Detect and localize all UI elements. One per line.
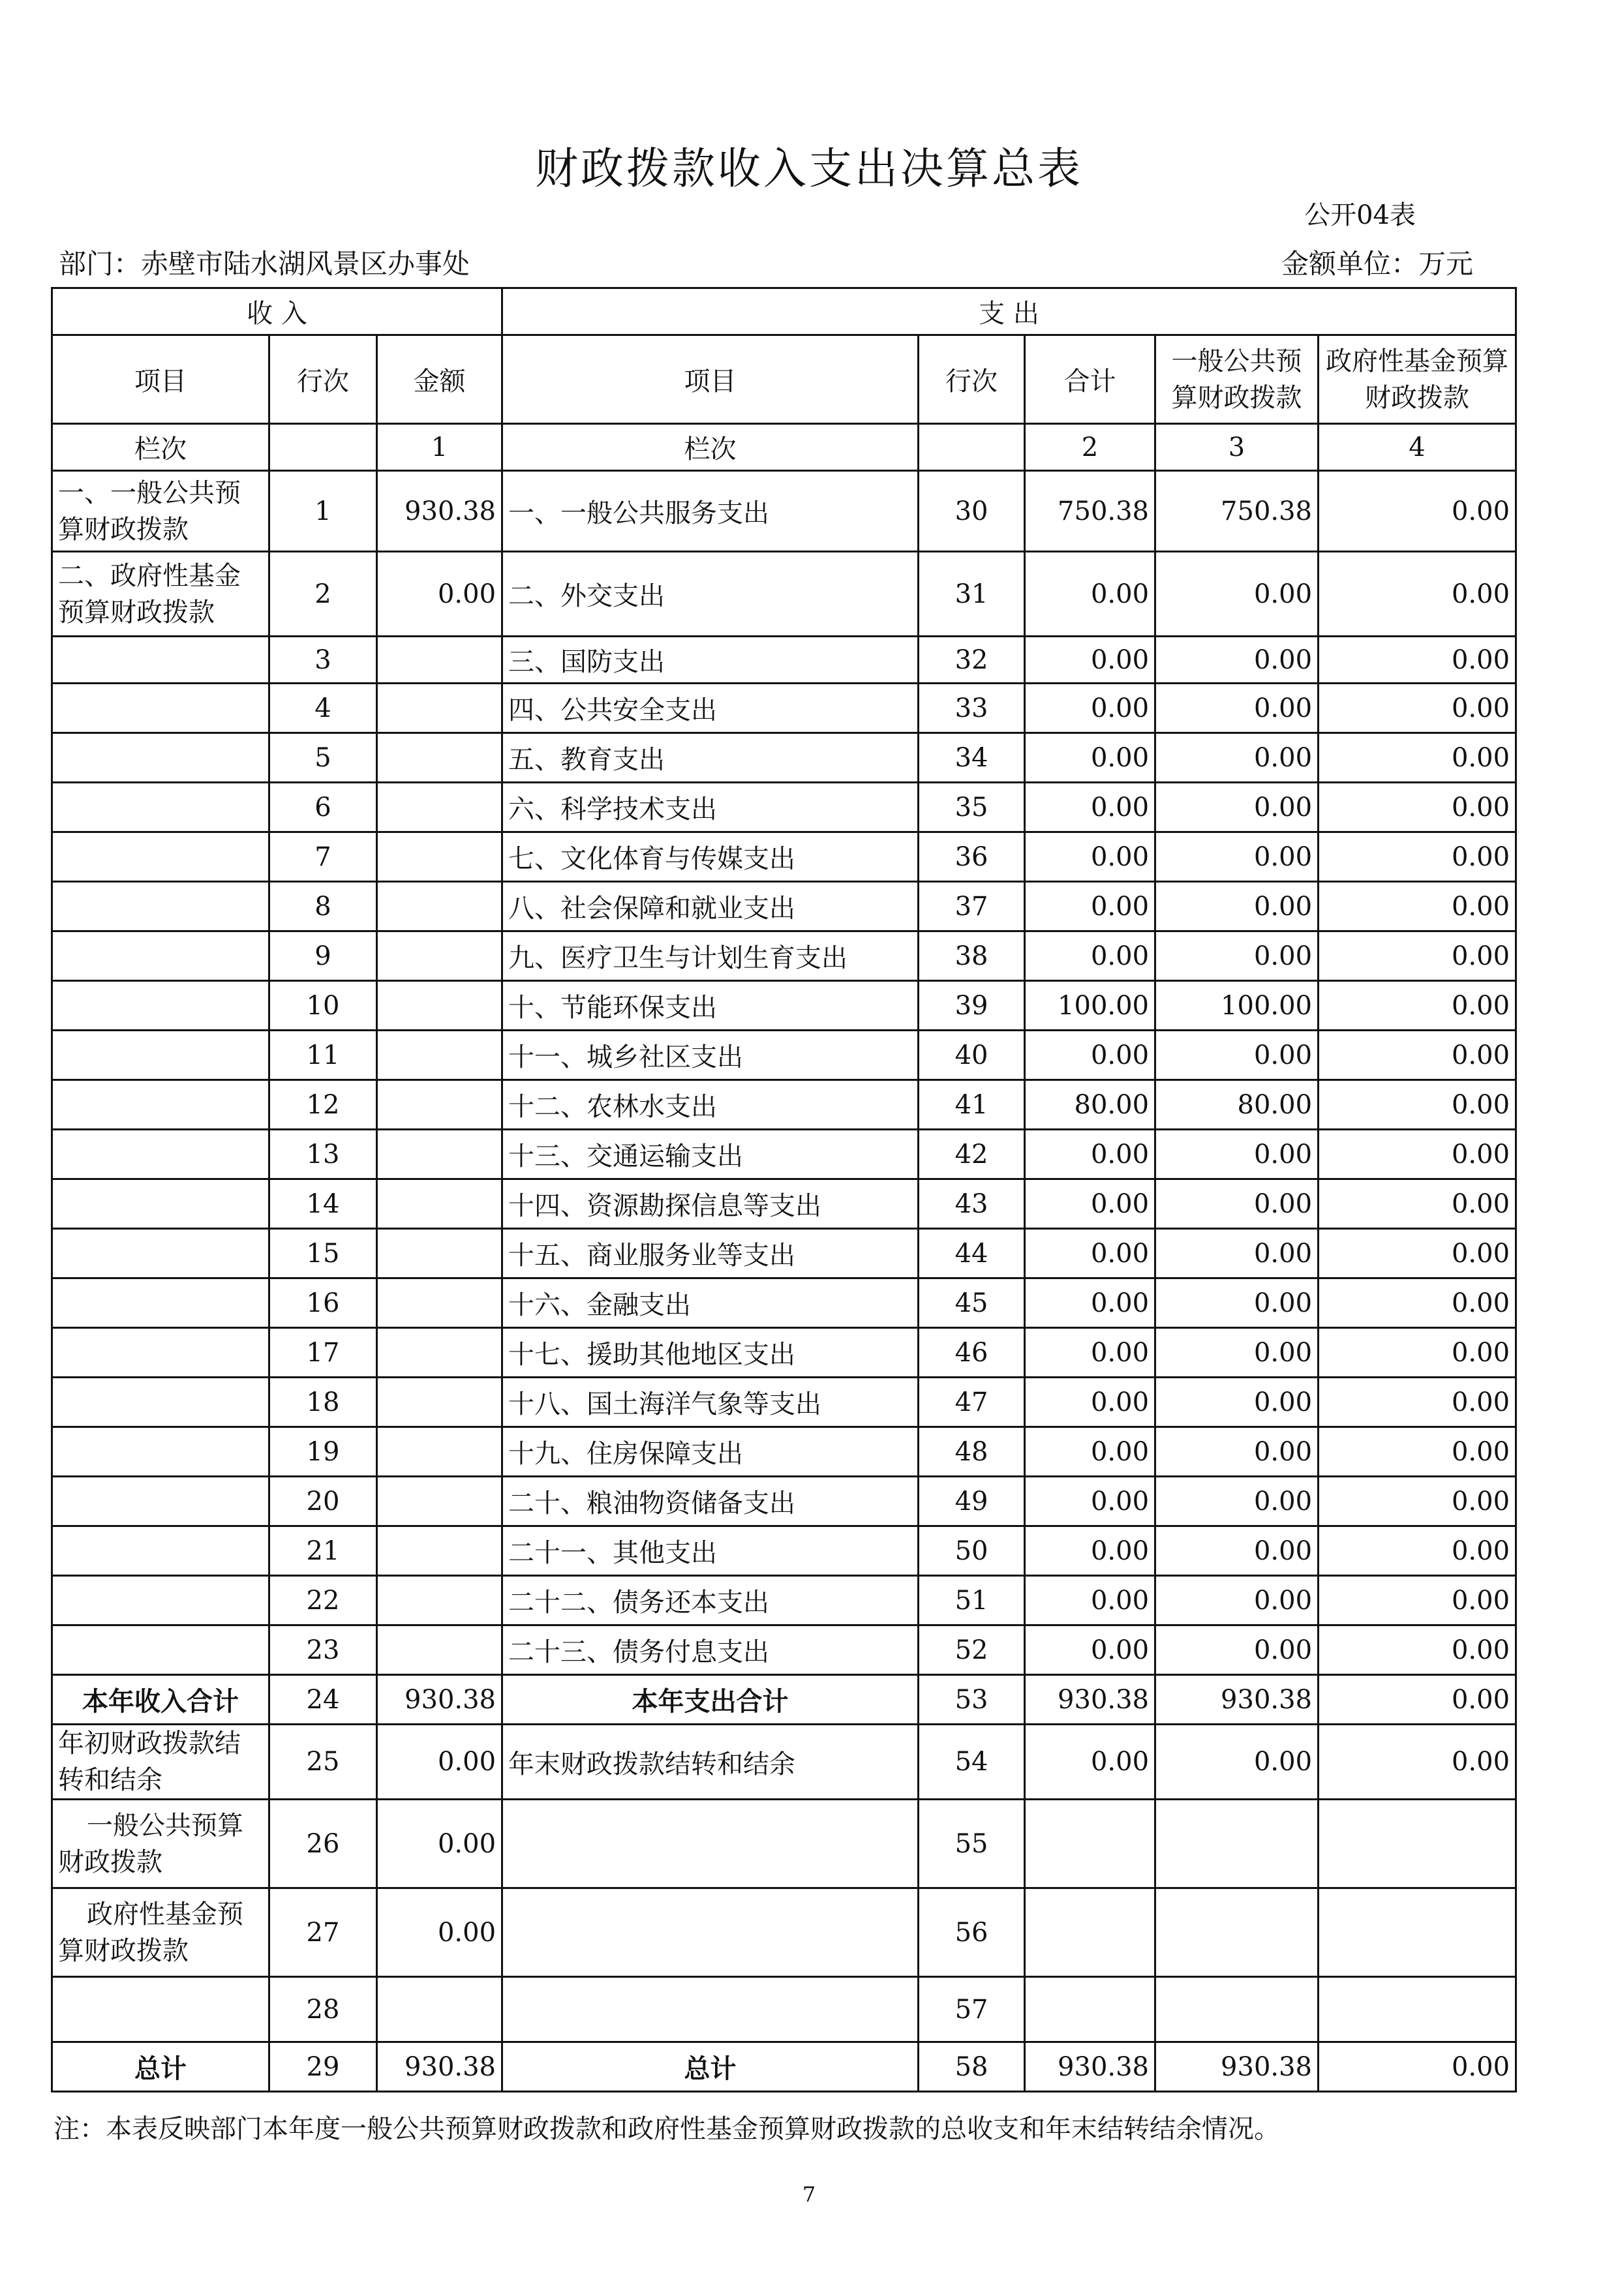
income-item: 年初财政拨款结转和结余 bbox=[52, 1725, 269, 1800]
table-row bbox=[52, 1229, 1516, 1278]
income-item: 一般公共预算财政拨款 bbox=[52, 1800, 269, 1888]
expense-total: 0.00 bbox=[1025, 552, 1155, 637]
income-amount: 930.38 bbox=[377, 2042, 502, 2092]
expense-fund-budget: 0.00 bbox=[1319, 1427, 1516, 1477]
table-row bbox=[52, 1625, 1516, 1675]
expense-general-budget: 0.00 bbox=[1155, 1526, 1319, 1576]
col-income-item: 项目 bbox=[52, 335, 269, 424]
income-row-no: 23 bbox=[269, 1625, 377, 1675]
table-row bbox=[52, 1800, 1516, 1888]
expense-item: 七、文化体育与传媒支出 bbox=[502, 832, 919, 882]
income-row-no: 2 bbox=[269, 552, 377, 637]
expense-total: 0.00 bbox=[1025, 1427, 1155, 1477]
expense-general-budget: 0.00 bbox=[1155, 931, 1319, 981]
expense-row-no: 50 bbox=[919, 1526, 1025, 1576]
page-number: 7 bbox=[802, 2182, 816, 2207]
table-row bbox=[52, 1888, 1516, 1977]
table-row bbox=[52, 1526, 1516, 1576]
col-general-budget: 一般公共预算财政拨款 bbox=[1155, 335, 1319, 424]
expense-row-no: 38 bbox=[919, 931, 1025, 981]
expense-general-budget bbox=[1155, 1800, 1319, 1888]
col-income-amount: 金额 bbox=[377, 335, 502, 424]
table-row bbox=[52, 1977, 1516, 2042]
expense-general-budget: 0.00 bbox=[1155, 637, 1319, 684]
income-row-no: 27 bbox=[269, 1888, 377, 1977]
expense-item: 二十一、其他支出 bbox=[502, 1526, 919, 1576]
expense-row-no: 39 bbox=[919, 981, 1025, 1031]
expense-fund-budget: 0.00 bbox=[1319, 1278, 1516, 1328]
expense-row-no: 43 bbox=[919, 1179, 1025, 1229]
table-row bbox=[52, 684, 1516, 733]
table-row bbox=[52, 1080, 1516, 1130]
index-empty bbox=[269, 424, 377, 471]
table-row bbox=[52, 2042, 1516, 2092]
expense-fund-budget: 0.00 bbox=[1319, 981, 1516, 1031]
expense-total: 0.00 bbox=[1025, 832, 1155, 882]
income-amount bbox=[377, 1229, 502, 1278]
col-income-row: 行次 bbox=[269, 335, 377, 424]
expense-total: 0.00 bbox=[1025, 1625, 1155, 1675]
income-amount: 0.00 bbox=[377, 1888, 502, 1977]
income-row-no: 13 bbox=[269, 1130, 377, 1179]
index-label-income: 栏次 bbox=[52, 424, 269, 471]
income-item bbox=[52, 783, 269, 832]
expense-fund-budget: 0.00 bbox=[1319, 931, 1516, 981]
expense-item: 九、医疗卫生与计划生育支出 bbox=[502, 931, 919, 981]
income-item bbox=[52, 637, 269, 684]
expense-row-no: 47 bbox=[919, 1378, 1025, 1427]
income-row-no: 16 bbox=[269, 1278, 377, 1328]
expense-item: 十九、住房保障支出 bbox=[502, 1427, 919, 1477]
expense-row-no: 35 bbox=[919, 783, 1025, 832]
income-amount: 0.00 bbox=[377, 1800, 502, 1888]
expense-row-no: 44 bbox=[919, 1229, 1025, 1278]
expense-general-budget: 0.00 bbox=[1155, 882, 1319, 931]
expense-fund-budget: 0.00 bbox=[1319, 2042, 1516, 2092]
expense-fund-budget: 0.00 bbox=[1319, 1031, 1516, 1080]
expense-row-no: 33 bbox=[919, 684, 1025, 733]
expense-general-budget: 0.00 bbox=[1155, 783, 1319, 832]
expense-general-budget: 0.00 bbox=[1155, 1031, 1319, 1080]
expense-total: 0.00 bbox=[1025, 1477, 1155, 1526]
expense-fund-budget: 0.00 bbox=[1319, 471, 1516, 552]
expense-item: 本年支出合计 bbox=[502, 1675, 919, 1725]
expense-general-budget: 0.00 bbox=[1155, 1427, 1319, 1477]
table-row bbox=[52, 1427, 1516, 1477]
expense-general-budget: 0.00 bbox=[1155, 1625, 1319, 1675]
expense-row-no: 53 bbox=[919, 1675, 1025, 1725]
expense-total: 750.38 bbox=[1025, 471, 1155, 552]
income-amount bbox=[377, 931, 502, 981]
expense-row-no: 30 bbox=[919, 471, 1025, 552]
expense-item: 十七、援助其他地区支出 bbox=[502, 1328, 919, 1378]
expense-total: 0.00 bbox=[1025, 1278, 1155, 1328]
expense-row-no: 36 bbox=[919, 832, 1025, 882]
expense-fund-budget: 0.00 bbox=[1319, 552, 1516, 637]
expense-item: 十、节能环保支出 bbox=[502, 981, 919, 1031]
income-amount bbox=[377, 637, 502, 684]
expense-fund-budget: 0.00 bbox=[1319, 1130, 1516, 1179]
income-row-no: 20 bbox=[269, 1477, 377, 1526]
col-expense-item: 项目 bbox=[502, 335, 919, 424]
expense-general-budget: 0.00 bbox=[1155, 1477, 1319, 1526]
col-fund-budget: 政府性基金预算财政拨款 bbox=[1319, 335, 1516, 424]
income-amount: 0.00 bbox=[377, 552, 502, 637]
expense-item: 四、公共安全支出 bbox=[502, 684, 919, 733]
income-row-no: 28 bbox=[269, 1977, 377, 2042]
table-row bbox=[52, 832, 1516, 882]
expense-item bbox=[502, 1977, 919, 2042]
income-amount bbox=[377, 1278, 502, 1328]
income-item bbox=[52, 1576, 269, 1625]
income-item bbox=[52, 733, 269, 783]
expense-general-budget: 100.00 bbox=[1155, 981, 1319, 1031]
expense-item: 二十、粮油物资储备支出 bbox=[502, 1477, 919, 1526]
expense-row-no: 37 bbox=[919, 882, 1025, 931]
income-row-no: 5 bbox=[269, 733, 377, 783]
income-item bbox=[52, 1328, 269, 1378]
expense-total: 0.00 bbox=[1025, 1328, 1155, 1378]
expense-general-budget: 750.38 bbox=[1155, 471, 1319, 552]
expense-fund-budget: 0.00 bbox=[1319, 783, 1516, 832]
expense-total: 0.00 bbox=[1025, 1179, 1155, 1229]
expense-total: 0.00 bbox=[1025, 882, 1155, 931]
income-item bbox=[52, 1229, 269, 1278]
expense-row-no: 58 bbox=[919, 2042, 1025, 2092]
income-amount bbox=[377, 1625, 502, 1675]
income-row-no: 17 bbox=[269, 1328, 377, 1378]
income-item: 一、一般公共预算财政拨款 bbox=[52, 471, 269, 552]
expense-row-no: 34 bbox=[919, 733, 1025, 783]
expense-fund-budget: 0.00 bbox=[1319, 1477, 1516, 1526]
income-amount bbox=[377, 733, 502, 783]
expense-total bbox=[1025, 1977, 1155, 2042]
index-empty bbox=[919, 424, 1025, 471]
expense-row-no: 45 bbox=[919, 1278, 1025, 1328]
table-row bbox=[52, 1675, 1516, 1725]
index-label-expense: 栏次 bbox=[502, 424, 919, 471]
expense-total: 0.00 bbox=[1025, 931, 1155, 981]
income-amount: 930.38 bbox=[377, 471, 502, 552]
table-row bbox=[52, 1130, 1516, 1179]
income-item bbox=[52, 1179, 269, 1229]
income-item bbox=[52, 1427, 269, 1477]
expense-general-budget: 0.00 bbox=[1155, 552, 1319, 637]
table-row bbox=[52, 1477, 1516, 1526]
col-expense-total: 合计 bbox=[1025, 335, 1155, 424]
expense-row-no: 46 bbox=[919, 1328, 1025, 1378]
expense-item: 十一、城乡社区支出 bbox=[502, 1031, 919, 1080]
table-row bbox=[52, 981, 1516, 1031]
expense-total: 0.00 bbox=[1025, 1130, 1155, 1179]
expense-row-no: 54 bbox=[919, 1725, 1025, 1800]
income-item bbox=[52, 1130, 269, 1179]
index-3: 3 bbox=[1155, 424, 1319, 471]
income-item bbox=[52, 931, 269, 981]
table-row bbox=[52, 1179, 1516, 1229]
column-header-row bbox=[52, 335, 1516, 424]
income-row-no: 25 bbox=[269, 1725, 377, 1800]
income-item bbox=[52, 684, 269, 733]
expense-item: 五、教育支出 bbox=[502, 733, 919, 783]
footnote: 注：本表反映部门本年度一般公共预算财政拨款和政府性基金预算财政拨款的总收支和年末结转结余情况。 bbox=[53, 2114, 1280, 2144]
expense-fund-budget: 0.00 bbox=[1319, 1675, 1516, 1725]
expense-row-no: 42 bbox=[919, 1130, 1025, 1179]
expense-fund-budget bbox=[1319, 1977, 1516, 2042]
income-row-no: 6 bbox=[269, 783, 377, 832]
table-row bbox=[52, 637, 1516, 684]
expense-total bbox=[1025, 1888, 1155, 1977]
expense-item: 二十三、债务付息支出 bbox=[502, 1625, 919, 1675]
table-row bbox=[52, 733, 1516, 783]
income-amount bbox=[377, 1526, 502, 1576]
income-row-no: 8 bbox=[269, 882, 377, 931]
expense-fund-budget: 0.00 bbox=[1319, 1576, 1516, 1625]
income-row-no: 15 bbox=[269, 1229, 377, 1278]
expense-total: 80.00 bbox=[1025, 1080, 1155, 1130]
income-item bbox=[52, 1378, 269, 1427]
group-header-row bbox=[52, 288, 1516, 335]
income-item bbox=[52, 981, 269, 1031]
expense-fund-budget: 0.00 bbox=[1319, 1229, 1516, 1278]
expense-item: 十三、交通运输支出 bbox=[502, 1130, 919, 1179]
expense-item bbox=[502, 1888, 919, 1977]
expense-fund-budget: 0.00 bbox=[1319, 733, 1516, 783]
expense-fund-budget: 0.00 bbox=[1319, 832, 1516, 882]
income-item: 二、政府性基金预算财政拨款 bbox=[52, 552, 269, 637]
table-row bbox=[52, 1378, 1516, 1427]
expense-general-budget: 0.00 bbox=[1155, 684, 1319, 733]
income-row-no: 22 bbox=[269, 1576, 377, 1625]
expense-general-budget: 0.00 bbox=[1155, 1576, 1319, 1625]
expense-row-no: 55 bbox=[919, 1800, 1025, 1888]
expense-fund-budget: 0.00 bbox=[1319, 1080, 1516, 1130]
income-amount bbox=[377, 981, 502, 1031]
expense-total: 930.38 bbox=[1025, 2042, 1155, 2092]
table-row bbox=[52, 1278, 1516, 1328]
expense-general-budget: 0.00 bbox=[1155, 1130, 1319, 1179]
income-amount bbox=[377, 882, 502, 931]
expense-total: 0.00 bbox=[1025, 1378, 1155, 1427]
expense-item: 十二、农林水支出 bbox=[502, 1080, 919, 1130]
expense-general-budget: 0.00 bbox=[1155, 1725, 1319, 1800]
table-row bbox=[52, 552, 1516, 637]
expense-fund-budget: 0.00 bbox=[1319, 1625, 1516, 1675]
income-item bbox=[52, 882, 269, 931]
form-number: 公开04表 bbox=[1304, 200, 1416, 230]
income-item bbox=[52, 1977, 269, 2042]
expense-total: 0.00 bbox=[1025, 1576, 1155, 1625]
expense-general-budget: 930.38 bbox=[1155, 1675, 1319, 1725]
income-row-no: 19 bbox=[269, 1427, 377, 1477]
expense-row-no: 57 bbox=[919, 1977, 1025, 2042]
income-row-no: 7 bbox=[269, 832, 377, 882]
expense-item: 八、社会保障和就业支出 bbox=[502, 882, 919, 931]
expense-general-budget: 0.00 bbox=[1155, 733, 1319, 783]
expense-row-no: 48 bbox=[919, 1427, 1025, 1477]
income-amount bbox=[377, 684, 502, 733]
expense-row-no: 40 bbox=[919, 1031, 1025, 1080]
income-amount bbox=[377, 1378, 502, 1427]
income-item: 本年收入合计 bbox=[52, 1675, 269, 1725]
expense-item: 十八、国土海洋气象等支出 bbox=[502, 1378, 919, 1427]
income-item bbox=[52, 1278, 269, 1328]
expense-general-budget: 0.00 bbox=[1155, 1378, 1319, 1427]
expense-item: 一、一般公共服务支出 bbox=[502, 471, 919, 552]
expense-general-budget bbox=[1155, 1977, 1319, 2042]
expense-item: 六、科学技术支出 bbox=[502, 783, 919, 832]
index-2: 2 bbox=[1025, 424, 1155, 471]
expense-row-no: 41 bbox=[919, 1080, 1025, 1130]
income-row-no: 26 bbox=[269, 1800, 377, 1888]
expense-total: 0.00 bbox=[1025, 637, 1155, 684]
expense-total: 0.00 bbox=[1025, 733, 1155, 783]
income-amount bbox=[377, 783, 502, 832]
expense-row-no: 52 bbox=[919, 1625, 1025, 1675]
table-row bbox=[52, 1328, 1516, 1378]
expense-total: 100.00 bbox=[1025, 981, 1155, 1031]
income-row-no: 4 bbox=[269, 684, 377, 733]
income-amount bbox=[377, 1427, 502, 1477]
expense-row-no: 32 bbox=[919, 637, 1025, 684]
expense-general-budget: 0.00 bbox=[1155, 832, 1319, 882]
table-row bbox=[52, 931, 1516, 981]
income-item: 政府性基金预算财政拨款 bbox=[52, 1888, 269, 1977]
income-item bbox=[52, 1526, 269, 1576]
income-row-no: 9 bbox=[269, 931, 377, 981]
expense-total: 0.00 bbox=[1025, 1031, 1155, 1080]
income-amount bbox=[377, 1130, 502, 1179]
income-amount bbox=[377, 832, 502, 882]
expense-item: 十四、资源勘探信息等支出 bbox=[502, 1179, 919, 1229]
expense-general-budget: 0.00 bbox=[1155, 1278, 1319, 1328]
income-row-no: 29 bbox=[269, 2042, 377, 2092]
expense-general-budget: 0.00 bbox=[1155, 1328, 1319, 1378]
income-amount bbox=[377, 1031, 502, 1080]
expense-item: 十五、商业服务业等支出 bbox=[502, 1229, 919, 1278]
expense-row-no: 31 bbox=[919, 552, 1025, 637]
expense-fund-budget: 0.00 bbox=[1319, 1328, 1516, 1378]
expense-item: 十六、金融支出 bbox=[502, 1278, 919, 1328]
index-4: 4 bbox=[1319, 424, 1516, 471]
income-row-no: 10 bbox=[269, 981, 377, 1031]
final-accounts-table bbox=[51, 287, 1517, 2092]
table-row bbox=[52, 1576, 1516, 1625]
income-row-no: 12 bbox=[269, 1080, 377, 1130]
expense-general-budget: 930.38 bbox=[1155, 2042, 1319, 2092]
expense-fund-budget bbox=[1319, 1888, 1516, 1977]
expense-fund-budget: 0.00 bbox=[1319, 882, 1516, 931]
table-row bbox=[52, 1031, 1516, 1080]
income-row-no: 3 bbox=[269, 637, 377, 684]
expense-item: 二十二、债务还本支出 bbox=[502, 1576, 919, 1625]
expense-fund-budget bbox=[1319, 1800, 1516, 1888]
income-item bbox=[52, 1477, 269, 1526]
expense-fund-budget: 0.00 bbox=[1319, 1725, 1516, 1800]
expense-item: 三、国防支出 bbox=[502, 637, 919, 684]
income-amount bbox=[377, 1977, 502, 2042]
expense-total: 0.00 bbox=[1025, 684, 1155, 733]
expense-general-budget: 0.00 bbox=[1155, 1179, 1319, 1229]
expense-item: 二、外交支出 bbox=[502, 552, 919, 637]
income-amount: 0.00 bbox=[377, 1725, 502, 1800]
income-item bbox=[52, 832, 269, 882]
expense-item: 总计 bbox=[502, 2042, 919, 2092]
expense-general-budget bbox=[1155, 1888, 1319, 1977]
col-expense-row: 行次 bbox=[919, 335, 1025, 424]
expense-total: 0.00 bbox=[1025, 1526, 1155, 1576]
income-item: 总计 bbox=[52, 2042, 269, 2092]
expense-row-no: 51 bbox=[919, 1576, 1025, 1625]
expense-total: 0.00 bbox=[1025, 783, 1155, 832]
income-item bbox=[52, 1031, 269, 1080]
income-amount bbox=[377, 1179, 502, 1229]
income-group-header: 收 入 bbox=[52, 288, 502, 335]
income-row-no: 18 bbox=[269, 1378, 377, 1427]
income-row-no: 21 bbox=[269, 1526, 377, 1576]
expense-general-budget: 0.00 bbox=[1155, 1229, 1319, 1278]
index-1: 1 bbox=[377, 424, 502, 471]
table-row bbox=[52, 882, 1516, 931]
unit-label: 金额单位：万元 bbox=[1281, 248, 1473, 280]
expense-row-no: 49 bbox=[919, 1477, 1025, 1526]
income-amount bbox=[377, 1080, 502, 1130]
expense-row-no: 56 bbox=[919, 1888, 1025, 1977]
income-amount: 930.38 bbox=[377, 1675, 502, 1725]
expense-total: 930.38 bbox=[1025, 1675, 1155, 1725]
department-label: 部门：赤壁市陆水湖风景区办事处 bbox=[59, 248, 470, 280]
income-amount bbox=[377, 1576, 502, 1625]
income-amount bbox=[377, 1477, 502, 1526]
page-title: 财政拨款收入支出决算总表 bbox=[535, 144, 1083, 194]
income-row-no: 11 bbox=[269, 1031, 377, 1080]
income-amount bbox=[377, 1328, 502, 1378]
expense-general-budget: 80.00 bbox=[1155, 1080, 1319, 1130]
expense-fund-budget: 0.00 bbox=[1319, 1179, 1516, 1229]
income-item bbox=[52, 1625, 269, 1675]
expense-fund-budget: 0.00 bbox=[1319, 637, 1516, 684]
table-row bbox=[52, 471, 1516, 552]
expense-total: 0.00 bbox=[1025, 1229, 1155, 1278]
expense-item bbox=[502, 1800, 919, 1888]
expense-total bbox=[1025, 1800, 1155, 1888]
table-row bbox=[52, 783, 1516, 832]
index-row bbox=[52, 424, 1516, 471]
expense-item: 年末财政拨款结转和结余 bbox=[502, 1725, 919, 1800]
income-row-no: 14 bbox=[269, 1179, 377, 1229]
income-item bbox=[52, 1080, 269, 1130]
table-row bbox=[52, 1725, 1516, 1800]
expense-fund-budget: 0.00 bbox=[1319, 1378, 1516, 1427]
expense-fund-budget: 0.00 bbox=[1319, 684, 1516, 733]
income-row-no: 1 bbox=[269, 471, 377, 552]
expense-group-header: 支 出 bbox=[502, 288, 1516, 335]
expense-fund-budget: 0.00 bbox=[1319, 1526, 1516, 1576]
income-row-no: 24 bbox=[269, 1675, 377, 1725]
expense-total: 0.00 bbox=[1025, 1725, 1155, 1800]
